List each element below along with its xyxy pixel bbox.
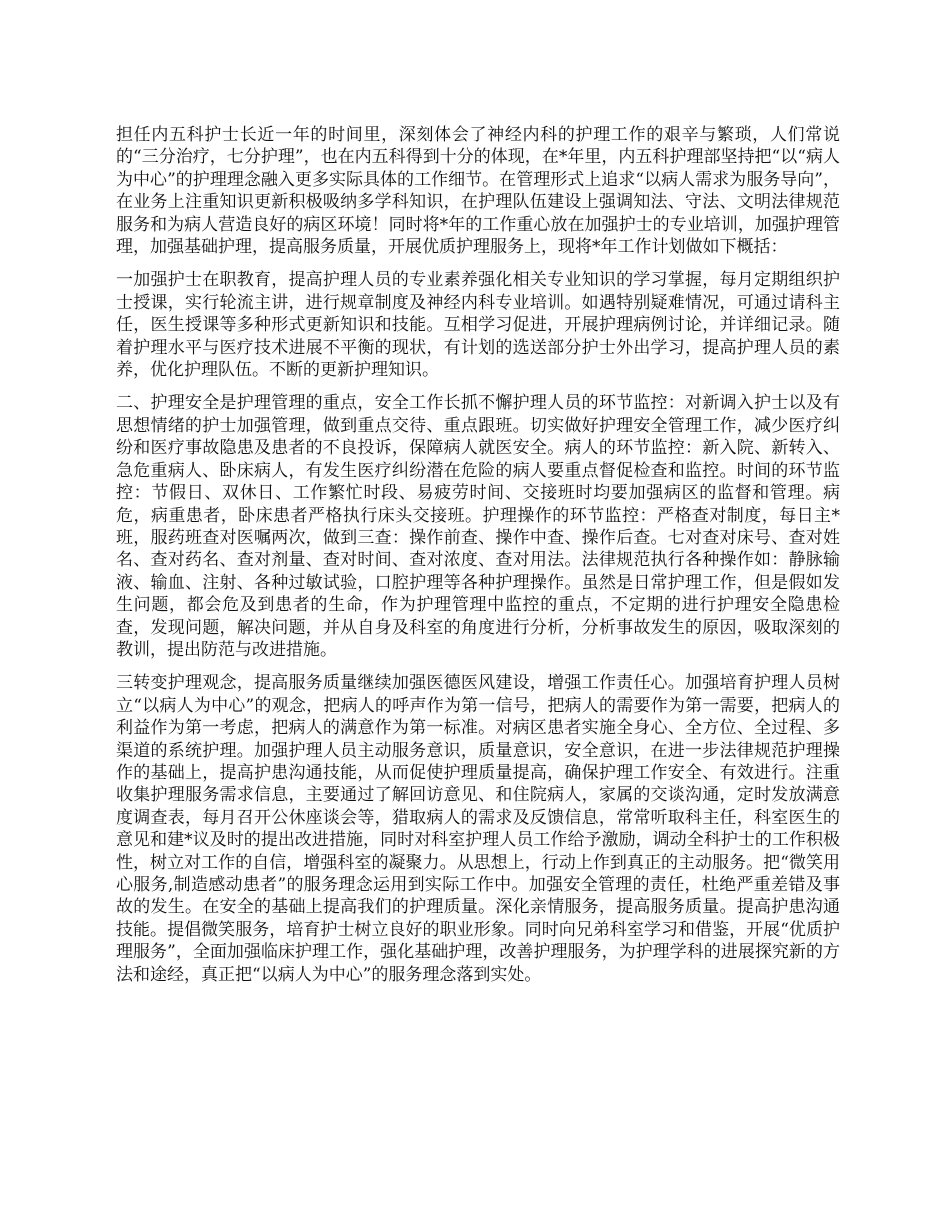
paragraph-section-one: 一加强护士在职教育，提高护理人员的专业素养强化相关专业知识的学习掌握，每月定期组织护士授课，实行轮流主讲，进行规章制度及神经内科专业培训。如遇特别疑难情况，可通过请科主任，医生授课等多种形式更新知识和技能。互相学习促进，开展护理病例讨论，并详细记录。随着护理水平与医疗技术进展不平衡的现状，有计划的选送部分护士外出学习，提高护理人员的素养，优化护理队伍。不断的更新护理知识。 bbox=[116, 270, 840, 381]
paragraph-section-three: 三转变护理观念，提高服务质量继续加强医德医风建设，增强工作责任心。加强培育护理人员树立“以病人为中心”的观念，把病人的呼声作为第一信号，把病人的需要作为第一需要，把病人的利益作为第一考虑，把病人的满意作为第一标准。对病区患者实施全身心、全方位、全过程、多渠道的系统护理。加强护理人员主动服务意识，质量意识，安全意识，在进一步法律规范护理操作的基础上，提高护患沟通技能，从而促使护理质量提高，确保护理工作安全、有效进行。注重收集护理服务需求信息，主要通过了解回访意见、和住院病人，家属的交谈沟通，定时发放满意度调查表，每月召开公休座谈会等，猎取病人的需求及反馈信息，常常听取科主任，科室医生的意见和建*议及时的提出改进措施，同时对科室护理人员工作给予激励，调动全科护士的工作积极性，树立对工作的自信，增强科室的凝聚力。从思想上，行动上作到真正的主动服务。把“微笑用心服务,制造感动患者”的服务理念运用到实际工作中。加强安全管理的责任，杜绝严重差错及事故的发生。在安全的基础上提高我们的护理质量。深化亲情服务，提高服务质量。提高护患沟通技能。提倡微笑服务，培育护士树立良好的职业形象。同时向兄弟科室学习和借鉴，开展“优质护理服务”，全面加强临床护理工作，强化基础护理，改善护理服务，为护理学科的进展探究新的方法和途经，真正把“以病人为中心”的服务理念落到实处。 bbox=[116, 673, 840, 985]
paragraph-intro: 担任内五科护士长近一年的时间里，深刻体会了神经内科的护理工作的艰辛与繁琐，人们常说的“三分治疗，七分护理”，也在内五科得到十分的体现，在*年里，内五科护理部坚持把“以“病人为中心”的护理理念融入更多实际具体的工作细节。在管理形式上追求“以病人需求为服务导向”，在业务上注重知识更新积极吸纳多学科知识，在护理队伍建设上强调知法、守法、文明法律规范服务和为病人营造良好的病区环境！同时将*年的工作重心放在加强护士的专业培训，加强护理管理，加强基础护理，提高服务质量，开展优质护理服务上，现将*年工作计划做如下概括： bbox=[116, 125, 840, 258]
document-body bbox=[116, 124, 840, 997]
paragraph-section-two: 二、护理安全是护理管理的重点，安全工作长抓不懈护理人员的环节监控：对新调入护士以及有思想情绪的护士加强管理，做到重点交待、重点跟班。切实做好护理安全管理工作，减少医疗纠纷和医疗事故隐患及患者的不良投诉，保障病人就医安全。病人的环节监控：新入院、新转入、急危重病人、卧床病人，有发生医疗纠纷潜在危险的病人要重点督促检查和监控。时间的环节监控：节假日、双休日、工作繁忙时段、易疲劳时间、交接班时均要加强病区的监督和管理。病危，病重患者，卧床患者严格执行床头交接班。护理操作的环节监控：严格查对制度，每日主*班，服药班查对医嘱两次，做到三查：操作前查、操作中查、操作后查。七对查对床号、查对姓名、查对药名、查对剂量、查对时间、查对浓度、查对用法。法律规范执行各种操作如：静脉输液、输血、注射、各种过敏试验，口腔护理等各种护理操作。虽然是日常护理工作，但是假如发生问题，都会危及到患者的生命，作为护理管理中监控的重点，不定期的进行护理安全隐患检查，发现问题，解决问题，并从自身及科室的角度进行分析，分析事故发生的原因，吸取深刻的教训，提出防范与改进措施。 bbox=[116, 393, 840, 660]
